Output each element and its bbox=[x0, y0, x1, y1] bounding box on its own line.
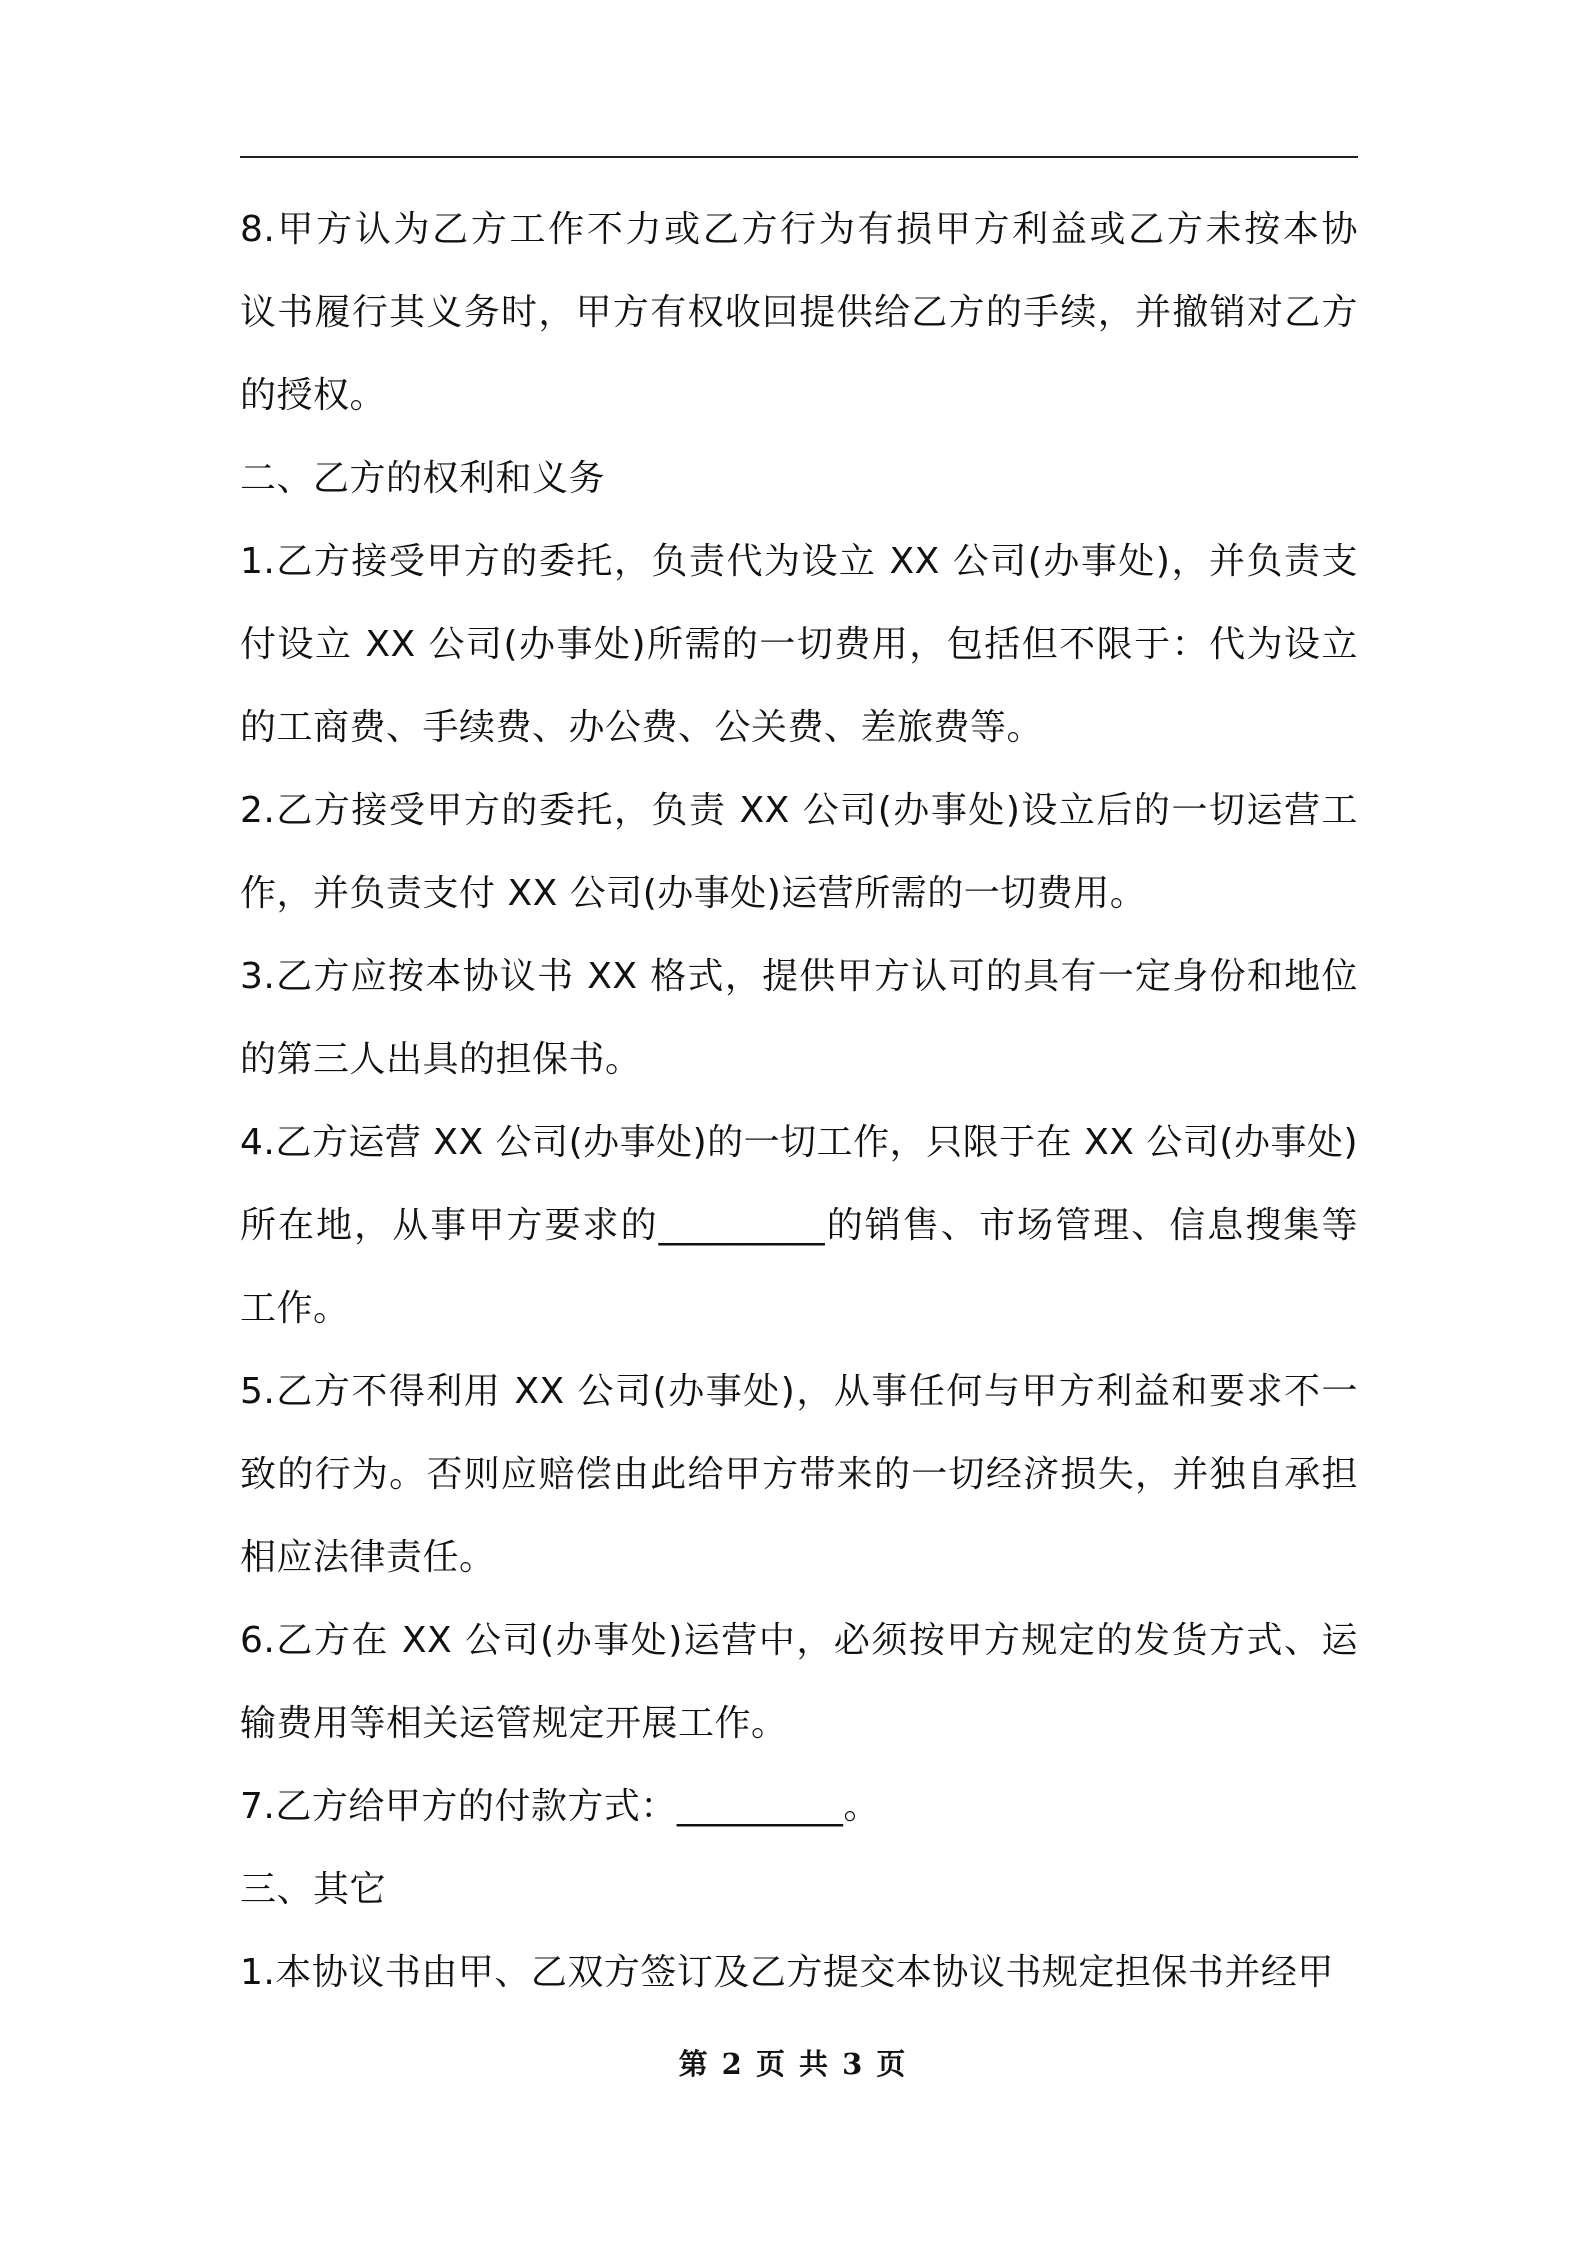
text-line: 三、其它 bbox=[240, 1869, 387, 1910]
text-line: 作，并负责支付 XX 公司(办事处)运营所需的一切费用。 bbox=[240, 873, 1147, 914]
document-body bbox=[240, 200, 1358, 2026]
text-line: 1.本协议书由甲、乙双方签订及乙方提交本协议书规定担保书并经甲 bbox=[240, 1952, 1334, 1993]
text-line: 二、乙方的权利和义务 bbox=[240, 458, 606, 499]
clause-paragraph bbox=[240, 1943, 1358, 2026]
clause-paragraph bbox=[240, 947, 1358, 1113]
text-line: 的第三人出具的担保书。 bbox=[240, 1039, 642, 1080]
text-line: 相应法律责任。 bbox=[240, 1537, 496, 1578]
clause-paragraph bbox=[240, 532, 1358, 781]
text-line: 工作。 bbox=[240, 1288, 350, 1329]
text-line: 7.乙方给甲方的付款方式：_________。 bbox=[240, 1786, 880, 1827]
clause-paragraph bbox=[240, 1362, 1358, 1611]
text-line: 8.甲方认为乙方工作不力或乙方行为有损甲方利益或乙方未按本协 bbox=[240, 209, 1358, 250]
text-line: 致的行为。否则应赔偿由此给甲方带来的一切经济损失，并独自承担 bbox=[240, 1454, 1358, 1495]
text-line: 议书履行其义务时，甲方有权收回提供给乙方的手续，并撤销对乙方 bbox=[240, 292, 1358, 333]
clause-paragraph bbox=[240, 781, 1358, 947]
text-line: 输费用等相关运管规定开展工作。 bbox=[240, 1703, 788, 1744]
section-heading bbox=[240, 449, 1358, 532]
text-line: 3.乙方应按本协议书 XX 格式，提供甲方认可的具有一定身份和地位 bbox=[240, 956, 1358, 997]
section-heading bbox=[240, 1860, 1358, 1943]
text-line: 5.乙方不得利用 XX 公司(办事处)，从事任何与甲方利益和要求不一 bbox=[240, 1371, 1358, 1412]
clause-paragraph bbox=[240, 1777, 1358, 1860]
text-line: 付设立 XX 公司(办事处)所需的一切费用，包括但不限于：代为设立 bbox=[240, 624, 1358, 665]
clause-paragraph bbox=[240, 1113, 1358, 1362]
text-line: 4.乙方运营 XX 公司(办事处)的一切工作，只限于在 XX 公司(办事处) bbox=[240, 1122, 1358, 1163]
page-number: 第 2 页 共 3 页 bbox=[678, 2047, 908, 2081]
text-line: 6.乙方在 XX 公司(办事处)运营中，必须按甲方规定的发货方式、运 bbox=[240, 1620, 1358, 1661]
header-rule bbox=[240, 156, 1358, 158]
clause-paragraph bbox=[240, 200, 1358, 449]
text-line: 2.乙方接受甲方的委托，负责 XX 公司(办事处)设立后的一切运营工 bbox=[240, 790, 1358, 831]
text-line: 所在地，从事甲方要求的_________的销售、市场管理、信息搜集等 bbox=[240, 1205, 1358, 1246]
text-line: 的工商费、手续费、办公费、公关费、差旅费等。 bbox=[240, 707, 1044, 748]
text-line: 1.乙方接受甲方的委托，负责代为设立 XX 公司(办事处)，并负责支 bbox=[240, 541, 1358, 582]
text-line: 的授权。 bbox=[240, 375, 387, 416]
clause-paragraph bbox=[240, 1611, 1358, 1777]
